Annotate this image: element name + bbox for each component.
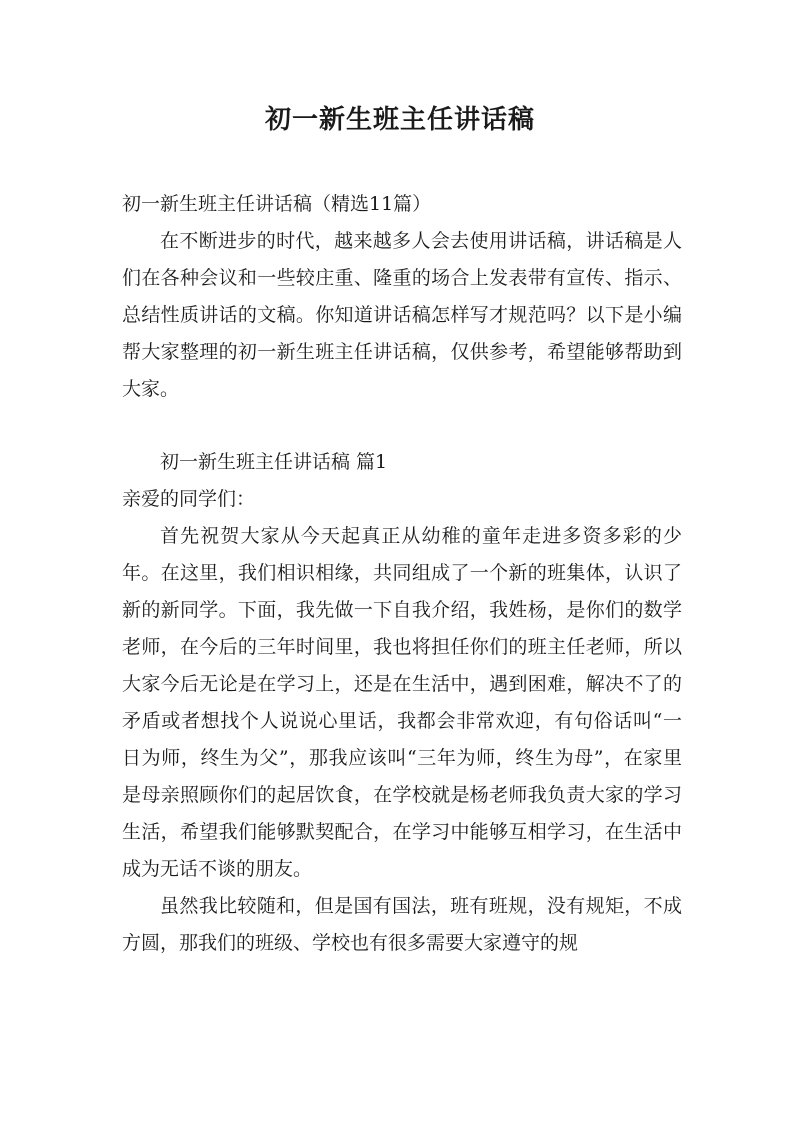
intro-paragraph: 在不断进步的时代，越来越多人会去使用讲话稿，讲话稿是人们在各种会议和一些较庄重、隆重的场合上发表带有宣传、指示、总结性质讲话的文稿。你知道讲话稿怎样写才规范吗？以下是小编帮大家整理的初一新生班主任讲话稿，仅供参考，希望能够帮助到大家。 [122,230,682,400]
document-body [122,186,682,962]
section-spacer [122,408,682,444]
document-title: 初一新生班主任讲话稿 [264,105,535,135]
document-subtitle: 初一新生班主任讲话稿（精选11篇） [122,193,432,215]
section-heading: 初一新生班主任讲话稿 篇1 [160,451,388,473]
body-paragraph: 虽然我比较随和，但是国有国法，班有班规，没有规矩，不成方圆，那我们的班级、学校也有很多需要大家遵守的规 [122,895,682,954]
body-paragraph: 首先祝贺大家从今天起真正从幼稚的童年走进多资多彩的少年。在这里，我们相识相缘，共同组成了一个新的班集体，认识了新的新同学。下面，我先做一下自我介绍，我姓杨，是你们的数学老师，在今后的三年时间里，我也将担任你们的班主任老师，所以大家今后无论是在学习上，还是在生活中，遇到困难，解决不了的矛盾或者想找个人说说心里话，我都会非常欢迎，有句俗话叫“一日为师，终生为父”，那我应该叫“三年为师，终生为母”，在家里是母亲照顾你们的起居饮食，在学校就是杨老师我负责大家的学习生活，希望我们能够默契配合，在学习中能够互相学习，在生活中成为无话不谈的朋友。 [122,525,682,880]
salutation: 亲爱的同学们： [122,488,256,510]
